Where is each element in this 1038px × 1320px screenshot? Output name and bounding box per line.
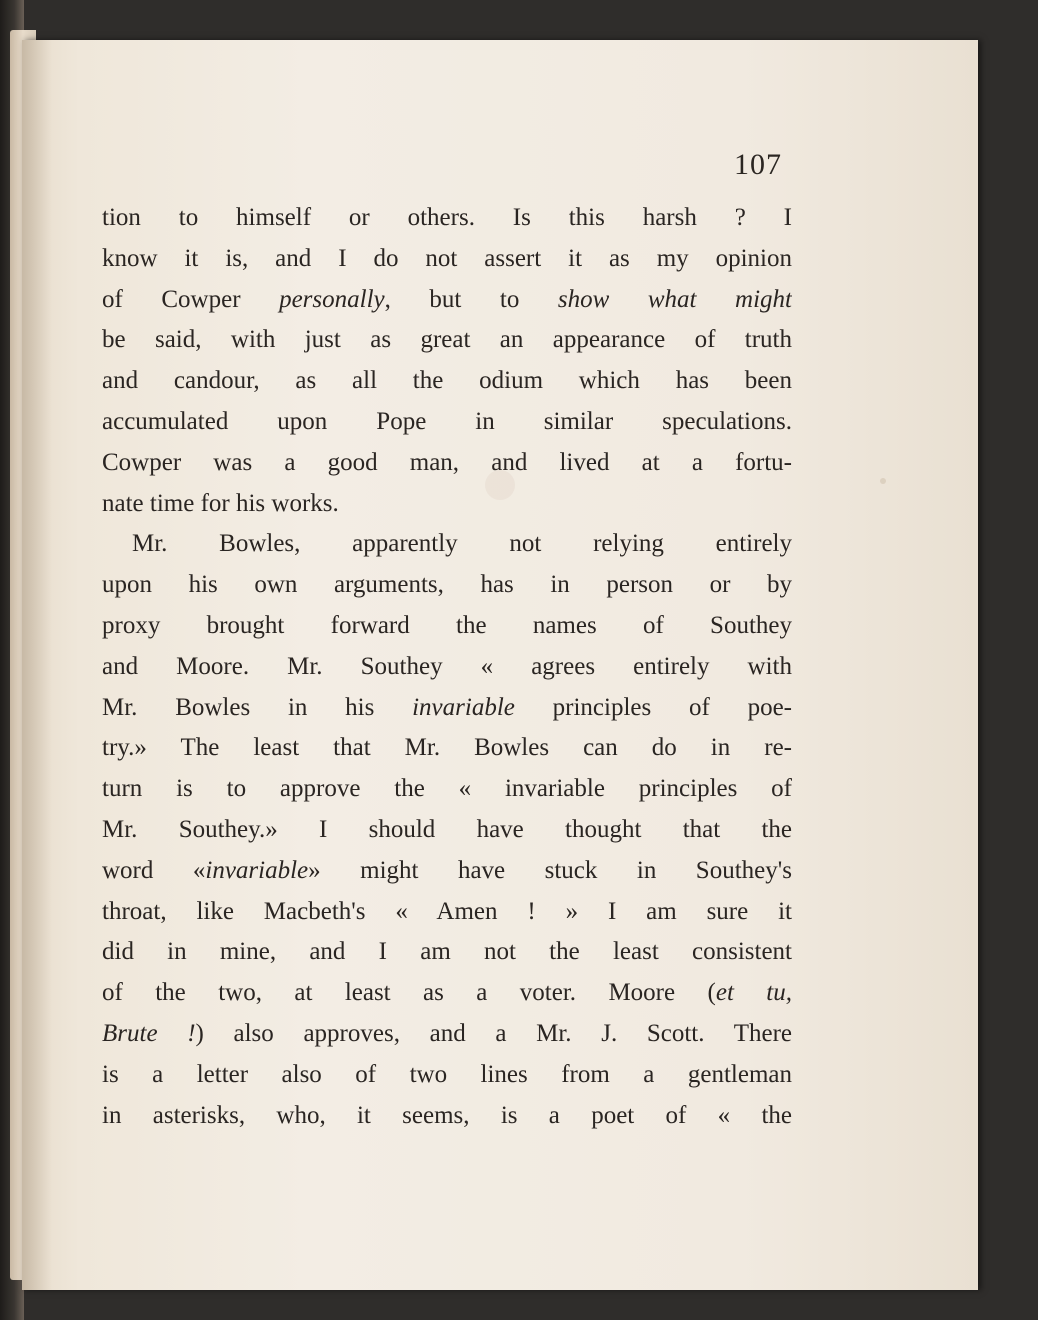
body-text — [102, 198, 792, 1136]
text-line — [102, 1055, 792, 1096]
text-run: of the two, at least as a voter. Moore ( — [102, 979, 716, 1007]
text-run: , but to — [384, 285, 558, 313]
text-run: proxy brought forward the names of Southey — [102, 611, 792, 639]
text-run: Mr. Bowles, apparently not relying entirely — [132, 530, 792, 558]
text-line — [102, 810, 792, 851]
paper-spot — [880, 478, 886, 484]
text-run: is a letter also of two lines from a gentleman — [102, 1060, 792, 1088]
text-run: know it is, and I do not assert it as my opinion — [102, 244, 792, 272]
text-line — [102, 892, 792, 933]
text-line — [102, 565, 792, 606]
text-run: Mr. Bowles in his — [102, 693, 413, 721]
text-line — [102, 524, 792, 565]
italic-text: Brute ! — [102, 1019, 196, 1047]
text-line — [102, 973, 792, 1014]
text-line — [102, 606, 792, 647]
italic-text: invariable — [205, 856, 309, 884]
text-line — [102, 361, 792, 402]
text-run: » might have stuck in Southey's — [308, 856, 792, 884]
text-run: be said, with just as great an appearance of truth — [102, 326, 792, 354]
text-line — [102, 728, 792, 769]
text-line — [102, 239, 792, 280]
text-run: turn is to approve the « invariable principles of — [102, 775, 792, 803]
text-line — [102, 851, 792, 892]
text-run: upon his own arguments, has in person or by — [102, 571, 792, 599]
text-line — [102, 1096, 792, 1137]
text-line — [102, 280, 792, 321]
text-line — [102, 402, 792, 443]
text-run: accumulated upon Pope in similar speculations. — [102, 407, 792, 435]
text-run: tion to himself or others. Is this harsh ? I — [102, 204, 792, 231]
italic-text: invariable — [412, 693, 515, 721]
text-line — [102, 647, 792, 688]
page-number: 107 — [734, 148, 782, 181]
text-run: ) also approves, and a Mr. J. Scott. There — [195, 1019, 792, 1047]
text-line — [102, 320, 792, 361]
text-run: principles of poe- — [514, 693, 792, 721]
text-run: throat, like Macbeth's « Amen ! » I am sure it — [102, 897, 792, 925]
text-run: in asterisks, who, it seems, is a poet of « the — [102, 1101, 792, 1129]
text-run: did in mine, and I am not the least consistent — [102, 938, 792, 966]
italic-text: show what might — [557, 285, 792, 313]
text-line — [102, 688, 792, 729]
text-run: and Moore. Mr. Southey « agrees entirely with — [102, 652, 792, 680]
text-run: and candour, as all the odium which has been — [102, 367, 792, 395]
text-run: try.» The least that Mr. Bowles can do in re- — [102, 734, 792, 762]
text-line — [102, 769, 792, 810]
text-line — [102, 443, 792, 484]
italic-text: personally — [279, 285, 385, 313]
italic-text: et tu, — [715, 979, 792, 1007]
text-line — [102, 1014, 792, 1055]
text-run: word « — [102, 856, 206, 884]
text-run: of Cowper — [102, 285, 280, 313]
text-line — [102, 932, 792, 973]
page-gutter-shadow — [22, 40, 52, 1290]
text-run: Cowper was a good man, and lived at a fortu- — [102, 448, 792, 476]
text-line — [102, 484, 792, 525]
text-run: nate time for his works. — [102, 489, 339, 517]
text-line — [102, 198, 792, 239]
text-run: Mr. Southey.» I should have thought that the — [102, 815, 792, 843]
